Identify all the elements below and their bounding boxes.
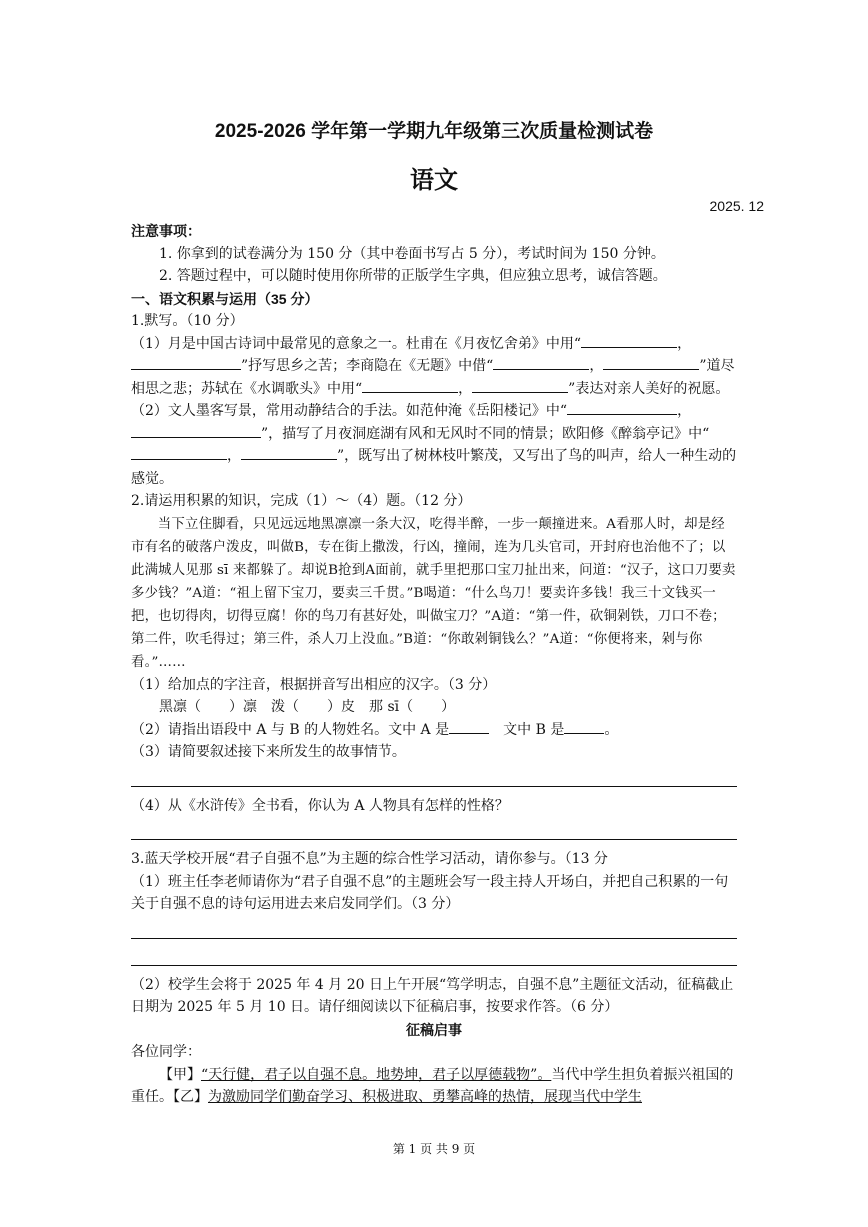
q2-passage: 当下立住脚看，只见远远地黑凛凛一条大汉，吃得半醉，一步一颠撞进来。A看那人时，却是经市有名的破落户泼皮，叫做B，专在街上撒泼，行凶，撞闹，连为几头官司，开封府也治他不了；以此满城人见那 sī 来都躲了。却说B抢到A面前，就手里把那口宝刀扯出来，问道：“汉子，这口刀要卖多少钱？”A道：“祖上留下宝刀，要卖三千贯。”B喝道：“什么鸟刀！要卖许多钱！我三十文钱买一把，也切得肉，切得豆腐！你的鸟刀有甚好处，叫做宝刀？”A道：“第一件，砍铜剁铁，刀口不卷；第二件，吹毛得过；第三件，杀人刀上没血。”B道：“你敢剁铜钱么？”A道：“你便将来，剁与你看。”……	[131, 516, 736, 670]
q2-text: 。	[604, 721, 619, 738]
yi-text: 为激励同学们勤奋学习、积极进取、勇攀高峰的热情，展现当代中学生	[208, 1089, 642, 1105]
q2-sub2	[131, 719, 737, 742]
answer-blank[interactable]	[564, 719, 604, 734]
answer-line[interactable]	[131, 947, 737, 966]
q2-sub1: （1）给加点的字注音，根据拼音写出相应的汉字。（3 分）	[131, 676, 497, 693]
label-yi: 【乙】	[173, 1089, 208, 1105]
answer-blank[interactable]	[131, 445, 227, 460]
q1-part1	[131, 333, 737, 401]
q2-sub1-items: 黑凛（ ）凛 泼（ ）皮 那 sī（ ）	[159, 699, 456, 715]
q3-sub2: （2）校学生会将于 2025 年 4 月 20 日上午开展“笃学明志，自强不息”主题征文活动，征稿截止日期为 2025 年 5 月 10 日。请仔细阅读以下征稿启事，按要求作答。（6 分）	[131, 976, 734, 1015]
page-number: 第 1 页 共 9 页	[392, 1142, 476, 1156]
answer-blank[interactable]	[131, 355, 241, 370]
exam-body	[131, 220, 737, 1109]
notice-heading: 注意事项：	[131, 223, 201, 239]
q1-text: ，	[458, 380, 473, 397]
answer-line[interactable]	[131, 768, 737, 787]
q1-text: ，	[589, 358, 604, 374]
q3-heading: 3.蓝天学校开展“君子自强不息”为主题的综合性学习活动，请你参与。（13 分	[131, 851, 608, 867]
notice-item-2: 2. 答题过程中，可以随时使用你所带的正版学生字典，但应独立思考，诚信答题。	[159, 268, 667, 284]
notice-title: 征稿启事	[406, 1021, 462, 1038]
q1-text: ”，描写了月夜洞庭湖有风和无风时不同的情景；欧阳修《醉翁亭记》中“	[261, 425, 710, 442]
answer-blank[interactable]	[567, 400, 677, 415]
notice-greeting: 各位同学：	[131, 1044, 201, 1060]
answer-blank[interactable]	[603, 355, 699, 370]
answer-blank[interactable]	[493, 355, 589, 370]
q2-heading: 2.请运用积累的知识，完成（1）～（4）题。（12 分）	[131, 493, 472, 509]
q2-sub4: （4）从《水浒传》全书看，你认为 A 人物具有怎样的性格？	[131, 797, 509, 814]
q1-text: （1）月是中国古诗词中最常见的意象之一。杜甫在《月夜忆舍弟》中用“	[131, 335, 582, 352]
q1-text: ，	[677, 335, 692, 352]
section-1-heading: 一、语文积累与运用（35 分）	[131, 290, 319, 307]
q2-text: （2）请指出语段中 A 与 B 的人物姓名。文中 A 是	[131, 721, 450, 738]
q1-text: ，	[227, 448, 241, 464]
answer-blank[interactable]	[362, 378, 458, 393]
q1-text: ”抒写思乡之苦；李商隐在《无题》中借“	[241, 358, 494, 374]
jia-rest: 当代中学生担负着振兴祖国的重任。	[131, 1066, 734, 1105]
notice-item-1: 1. 你拿到的试卷满分为 150 分（其中卷面书写占 5 分），考试时间为 150 分钟。	[159, 245, 665, 262]
notice-body	[131, 1064, 737, 1109]
label-jia: 【甲】	[159, 1066, 201, 1083]
q2-text: 文中 B 是	[489, 721, 565, 738]
answer-blank[interactable]	[449, 719, 489, 734]
answer-blank[interactable]	[472, 378, 568, 393]
q1-part2	[131, 400, 737, 490]
answer-line[interactable]	[131, 821, 737, 840]
q1-text: （2）文人墨客写景，常用动静结合的手法。如范仲淹《岳阳楼记》中“	[131, 403, 568, 419]
answer-blank[interactable]	[581, 333, 677, 348]
q1-text: ”表达对亲人美好的祝愿。	[568, 380, 730, 397]
answer-blank[interactable]	[131, 423, 261, 438]
jia-text: “天行健，君子以自强不息。地势坤，君子以厚德载物”。	[201, 1066, 552, 1083]
q1-text: ”道尽相思之悲；苏轼在《水调歌头》中用“	[131, 358, 735, 397]
q1-text: ，	[677, 403, 692, 419]
subject-title: 语文	[410, 167, 458, 194]
exam-date: 2025. 12	[709, 198, 764, 214]
answer-blank[interactable]	[241, 445, 337, 460]
q1-text: ”，既写出了树林枝叶繁茂，又写出了鸟的叫声，给人一种生动的感觉。	[131, 448, 737, 487]
q1-heading: 1.默写。（10 分）	[131, 313, 244, 329]
exam-title: 2025-2026 学年第一学期九年级第三次质量检测试卷	[214, 121, 654, 142]
q3-sub1: （1）班主任李老师请你为“君子自强不息”的主题班会写一段主持人开场白，并把自己积累的一句关于自强不息的诗句运用进去来启发同学们。（3 分）	[131, 873, 729, 912]
q2-sub3: （3）请简要叙述接下来所发生的故事情节。	[131, 744, 406, 760]
answer-line[interactable]	[131, 920, 737, 939]
